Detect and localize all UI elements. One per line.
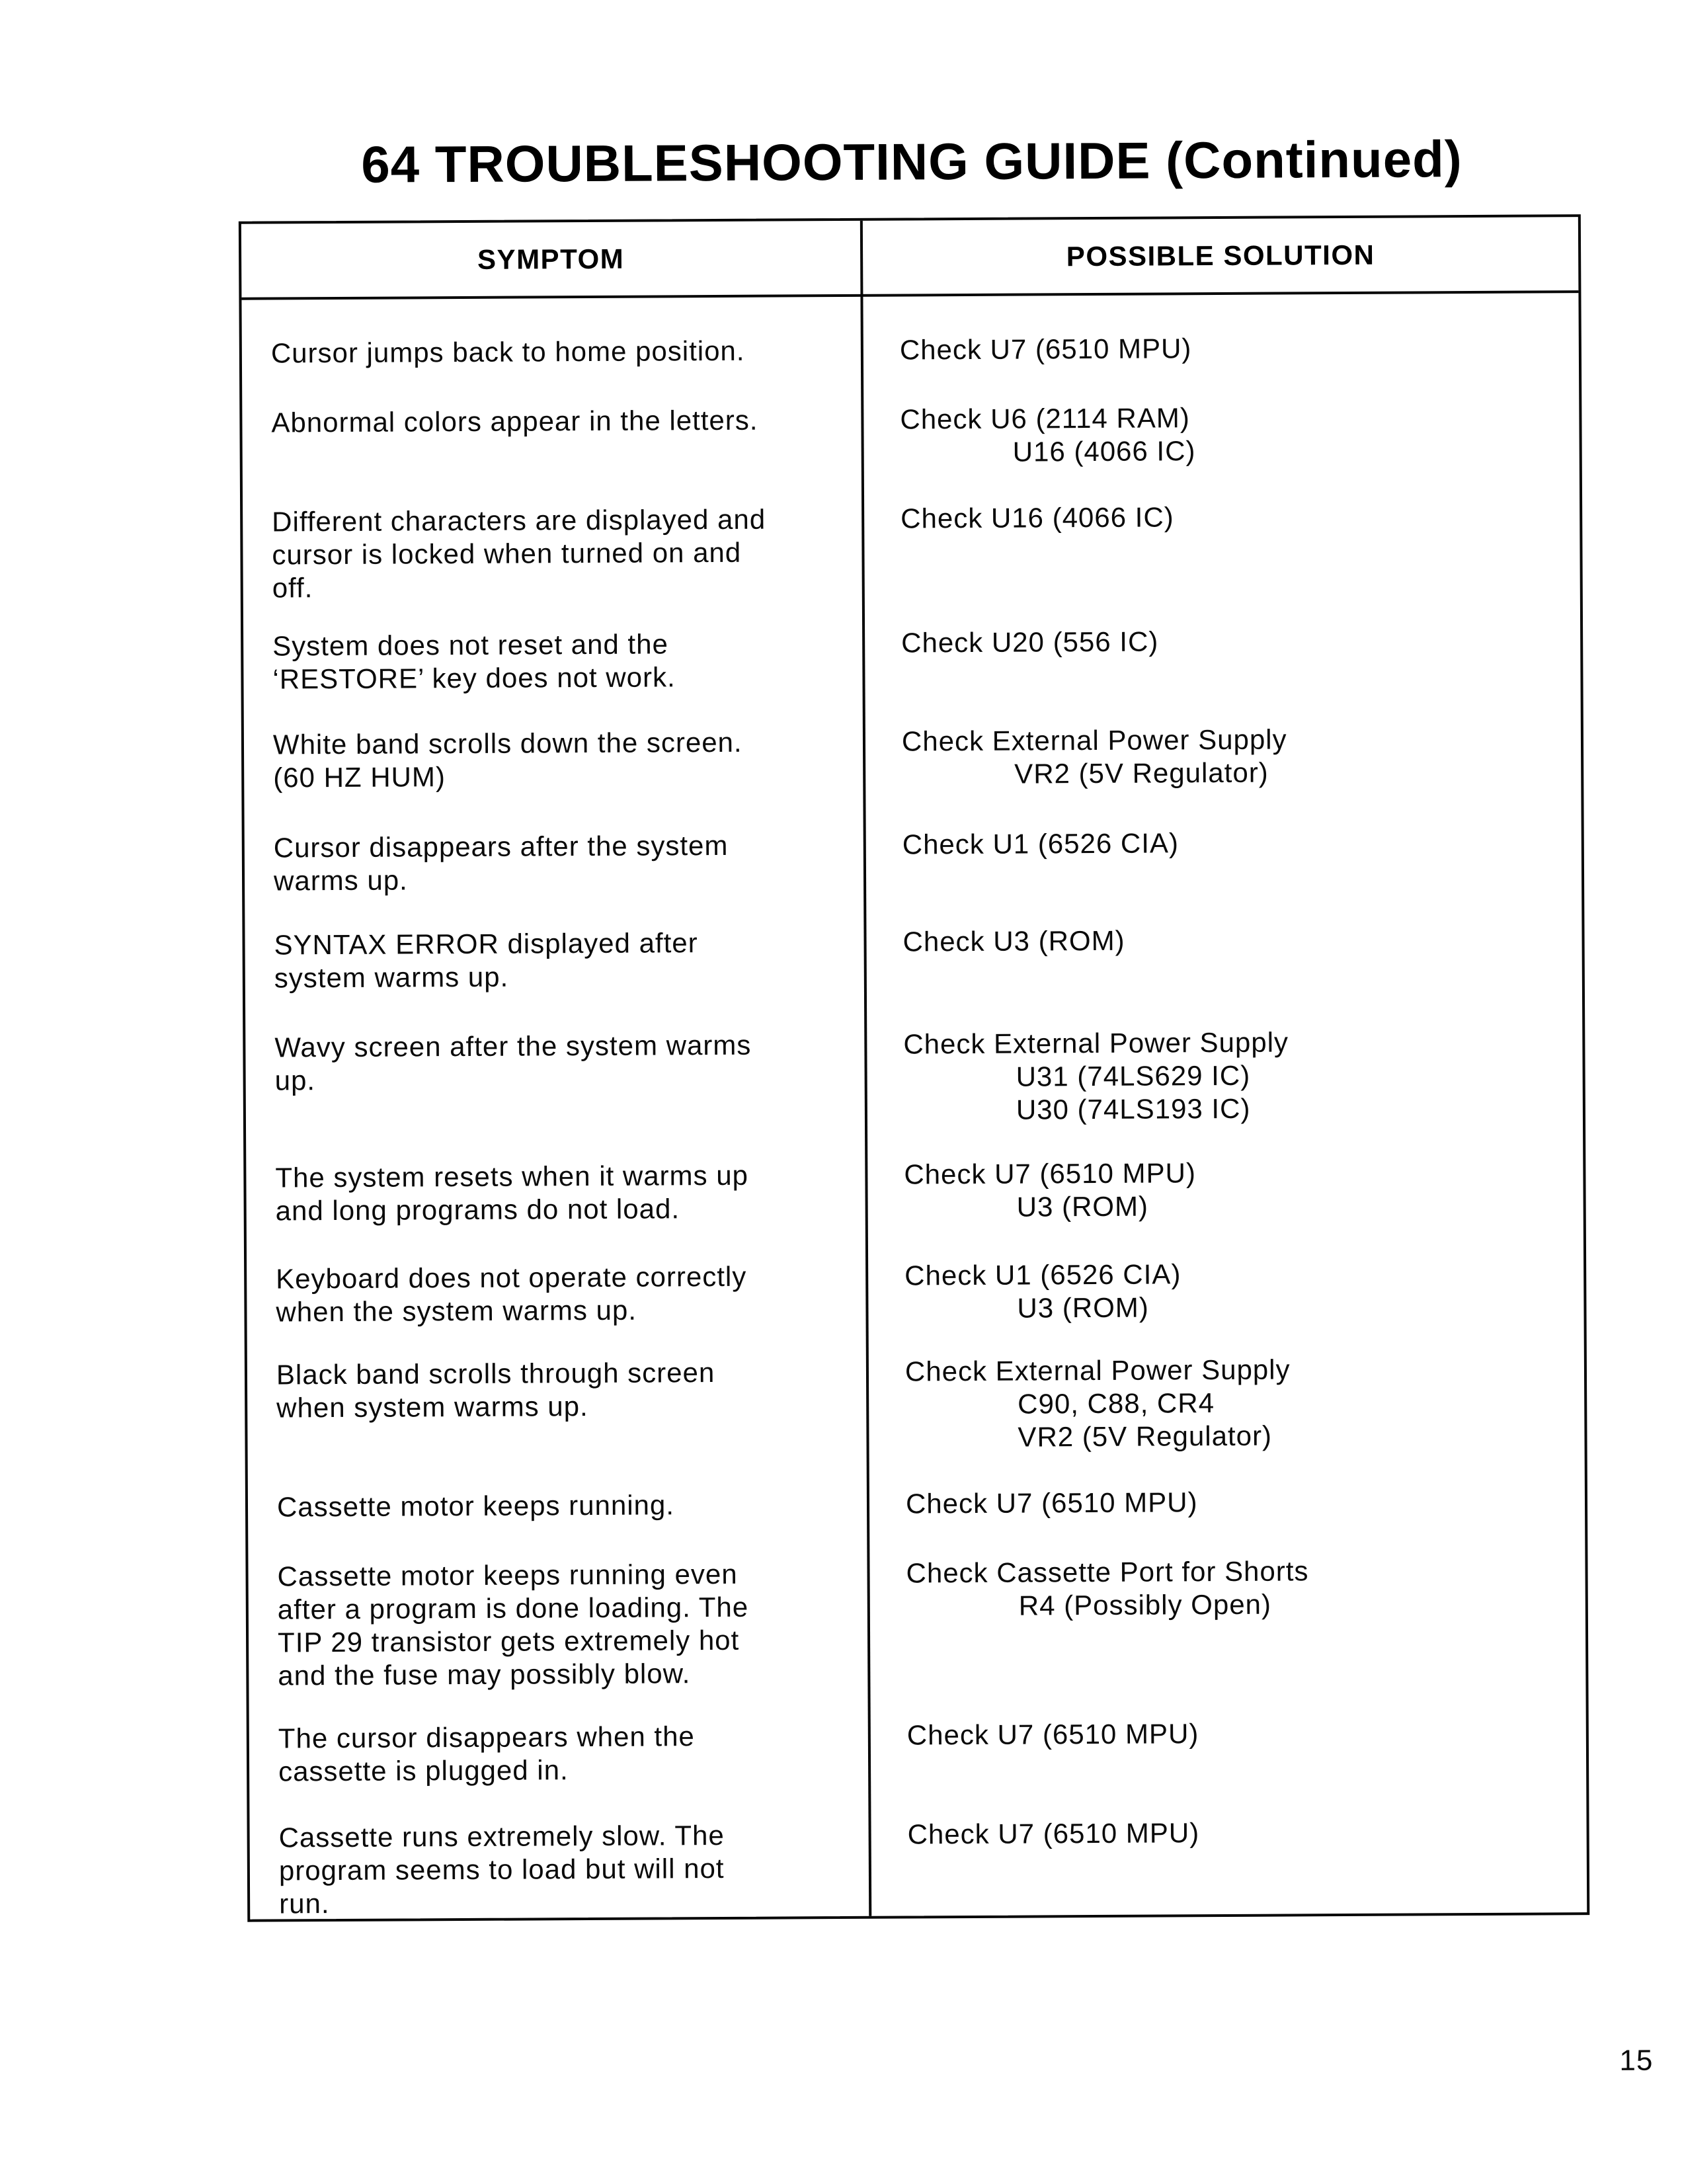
solution-cell [871, 1814, 1586, 1851]
solution-check-line: Check U1 (6526 CIA) [902, 827, 1180, 860]
solution-check-line: Check External Power Supply [901, 723, 1287, 757]
solution-check-line: Check External Power Supply [903, 1026, 1289, 1060]
solution-check-line: Check U20 (556 IC) [901, 626, 1159, 659]
solution-check-line: Check U7 (6510 MPU) [905, 1486, 1198, 1519]
table-row [245, 1024, 1583, 1131]
symptom-line: Cassette runs extremely slow. The [278, 1819, 725, 1853]
symptom-cell [248, 1488, 869, 1524]
solution-continuation-line: U16 (4066 IC) [1012, 435, 1196, 467]
solution-continuation-line: U3 (ROM) [1016, 1190, 1149, 1223]
solution-continuation-line: C90, C88, CR4 [1018, 1387, 1215, 1420]
symptom-cell [246, 1158, 868, 1228]
symptom-cell [242, 334, 863, 370]
symptom-line: Cursor jumps back to home position. [270, 335, 745, 369]
symptom-line: TIP 29 transistor gets extremely hot [277, 1624, 740, 1658]
table-row [244, 721, 1581, 795]
symptom-cell [247, 1355, 869, 1425]
symptom-line: when system warms up. [276, 1391, 588, 1424]
symptom-line: System does not reset and the [272, 628, 668, 662]
symptom-line: off. [272, 572, 313, 604]
solution-check-line: Check U7 (6510 MPU) [899, 333, 1192, 366]
solution-continuation-line: VR2 (5V Regulator) [1014, 756, 1269, 789]
symptom-line: Different characters are displayed and [272, 503, 766, 538]
troubleshooting-table [239, 214, 1589, 1922]
solution-cell [867, 1154, 1583, 1225]
solution-check-line: Check External Power Supply [904, 1354, 1291, 1387]
solution-continuation-line: R4 (Possibly Open) [1018, 1588, 1272, 1621]
table-row [249, 1715, 1586, 1789]
solution-cell [869, 1352, 1585, 1455]
symptom-line: warms up. [273, 864, 408, 897]
symptom-line: cursor is locked when turned on and [272, 536, 742, 571]
symptom-line: after a program is done loading. The [277, 1591, 749, 1625]
symptom-cell [243, 627, 865, 696]
symptom-line: and long programs do not load. [275, 1193, 680, 1227]
solution-continuation-line: U30 (74LS193 IC) [1016, 1092, 1251, 1125]
symptom-line: and the fuse may possibly blow. [278, 1658, 691, 1691]
symptom-line: White band scrolls down the screen. [272, 726, 742, 760]
table-body [241, 293, 1587, 1920]
table-row [248, 1484, 1585, 1524]
table-row [246, 1154, 1583, 1228]
solution-cell [866, 922, 1582, 959]
symptom-cell [247, 1260, 869, 1329]
table-row [245, 922, 1582, 995]
solution-check-line: Check U1 (6526 CIA) [904, 1258, 1181, 1291]
solution-continuation-line: U31 (74LS629 IC) [1016, 1059, 1251, 1092]
symptom-line: when the system warms up. [276, 1294, 637, 1328]
symptom-cell [242, 403, 863, 440]
solution-check-line: Check U16 (4066 IC) [901, 501, 1174, 534]
page-number: 15 [1619, 2044, 1654, 2077]
table-row [243, 623, 1580, 696]
symptom-line: Wavy screen after the system warms [274, 1029, 752, 1063]
solution-cell [869, 1553, 1585, 1623]
symptom-line: Keyboard does not operate correctly [276, 1260, 747, 1295]
symptom-line: Black band scrolls through screen [276, 1357, 715, 1391]
table-row [242, 399, 1579, 473]
table-row [248, 1553, 1585, 1693]
symptom-line: Cassette motor keeps running. [276, 1489, 675, 1523]
symptom-line: The system resets when it warms up [275, 1159, 749, 1193]
table-row [245, 825, 1582, 898]
symptom-line: Abnormal colors appear in the letters. [271, 404, 758, 438]
symptom-cell [249, 1719, 871, 1789]
symptom-line: program seems to load but will not [278, 1852, 725, 1886]
solution-check-line: Check U3 (ROM) [902, 924, 1125, 957]
symptom-line: run. [279, 1888, 330, 1920]
symptom-cell [245, 1028, 867, 1098]
symptom-cell [250, 1818, 872, 1921]
symptom-cell [245, 926, 867, 995]
table-row [242, 330, 1579, 370]
solution-cell [866, 825, 1582, 862]
solution-cell [871, 1715, 1586, 1752]
symptom-line: Cassette motor keeps running even [277, 1558, 738, 1592]
symptom-cell [248, 1557, 870, 1693]
solution-cell [867, 1024, 1583, 1127]
solution-cell [864, 499, 1580, 536]
solution-check-line: Check U7 (6510 MPU) [907, 1817, 1200, 1850]
table-row [243, 499, 1580, 605]
solution-cell [865, 721, 1582, 791]
symptom-line: ‘RESTORE’ key does not work. [272, 661, 676, 695]
symptom-line: system warms up. [274, 961, 509, 994]
table-row [247, 1256, 1583, 1329]
solution-check-line: Check U6 (2114 RAM) [900, 402, 1190, 435]
solution-cell [868, 1256, 1584, 1326]
symptom-cell [244, 725, 866, 795]
solution-column-header: POSSIBLE SOLUTION [1066, 239, 1375, 272]
symptom-cell [243, 503, 865, 605]
symptom-column-header: SYMPTOM [477, 243, 625, 275]
table-row [250, 1814, 1587, 1921]
solution-cell [865, 623, 1580, 660]
solution-continuation-line: U3 (ROM) [1017, 1291, 1149, 1324]
table-header-row [241, 217, 1579, 300]
symptom-line: The cursor disappears when the [278, 1720, 695, 1754]
symptom-line: up. [274, 1065, 316, 1096]
solution-cell [863, 330, 1579, 367]
table-row [247, 1352, 1585, 1458]
solution-check-line: Check U7 (6510 MPU) [904, 1157, 1196, 1190]
solution-cell [869, 1484, 1585, 1521]
symptom-line: Cursor disappears after the system [273, 829, 729, 864]
solution-continuation-line: VR2 (5V Regulator) [1018, 1420, 1273, 1453]
symptom-line: SYNTAX ERROR displayed after [274, 927, 698, 961]
symptom-line: cassette is plugged in. [278, 1754, 569, 1787]
solution-check-line: Check Cassette Port for Shorts [906, 1555, 1309, 1589]
solution-cell [863, 399, 1580, 469]
solution-check-line: Check U7 (6510 MPU) [906, 1718, 1199, 1751]
symptom-line: (60 HZ HUM) [273, 761, 446, 793]
page-title: 64 TROUBLESHOOTING GUIDE (Continued) [361, 130, 1462, 194]
symptom-cell [245, 829, 867, 898]
